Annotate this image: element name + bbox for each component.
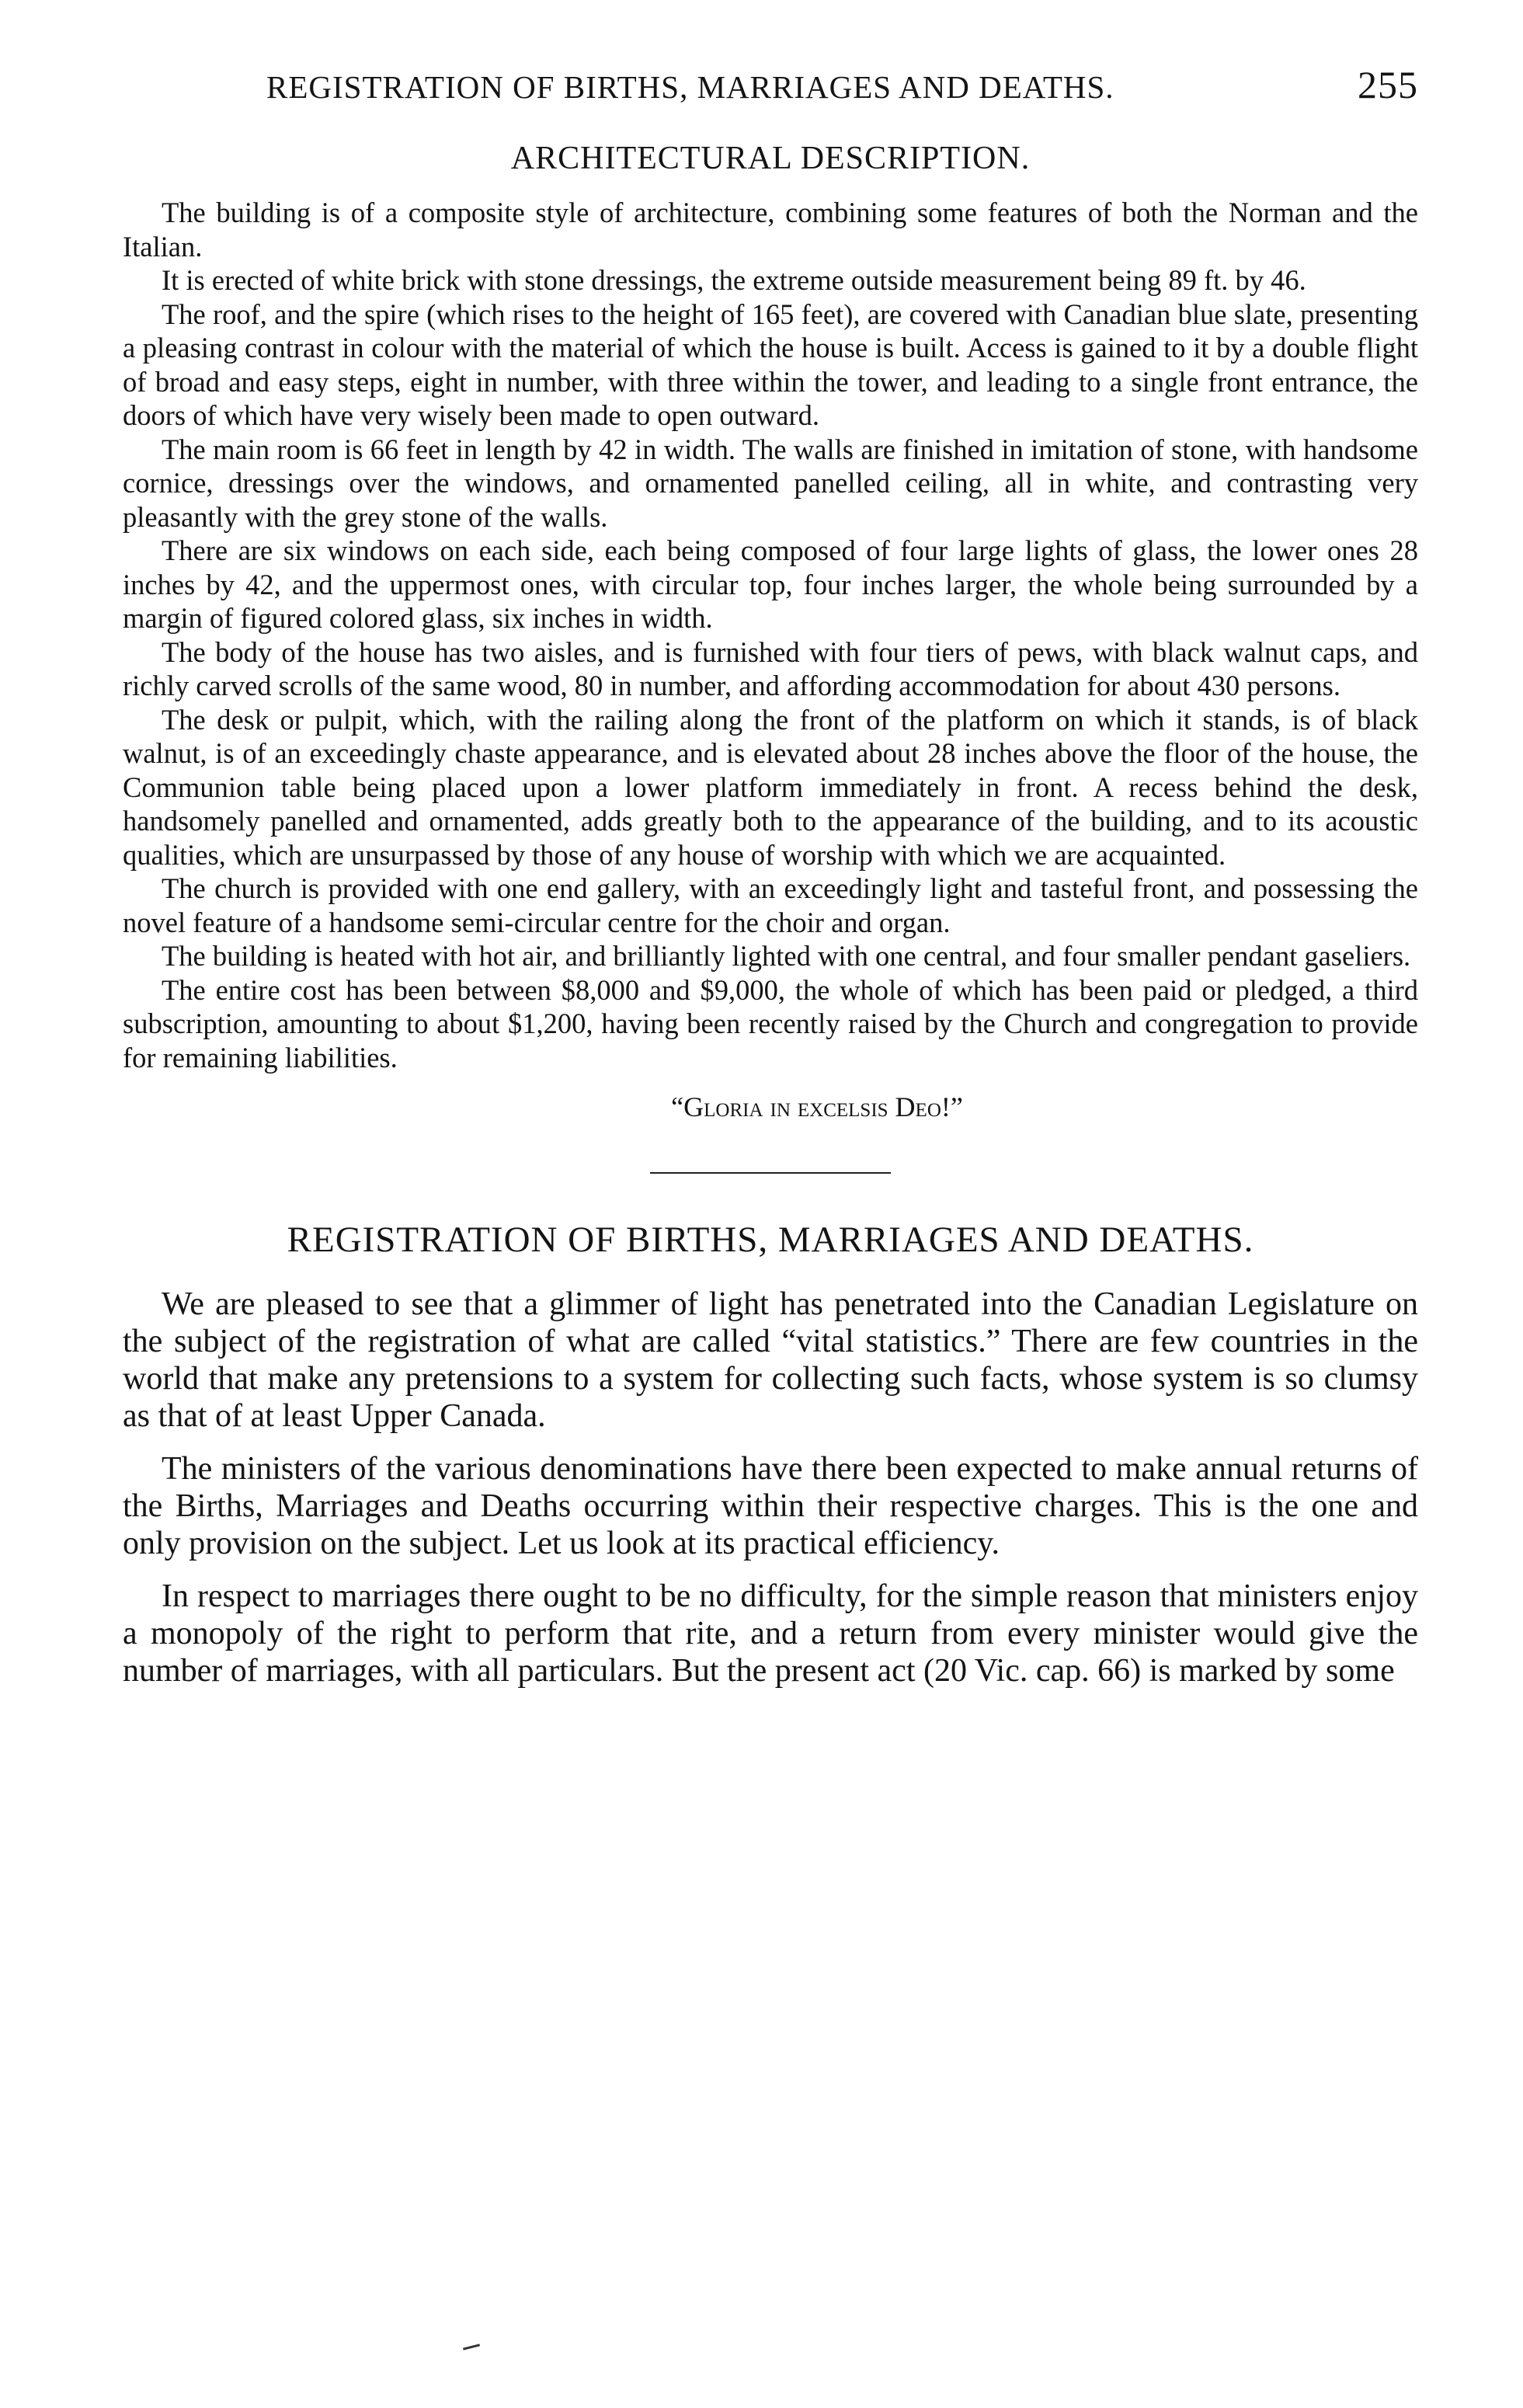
page-number: 255 (1358, 63, 1418, 106)
paragraph: We are pleased to see that a glimmer of light has penetrated into the Canadian Legislature on the subject of the registration of what are called “vital statistics.” There are few countries in the world that make any pretensions to a system for collecting such facts, whose system is so clumsy as that of at least Upper Canada. (123, 1286, 1418, 1434)
registration-body (123, 1286, 1418, 1689)
paragraph: There are six windows on each side, each being composed of four large lights of glass, the lower ones 28 inches by 42, and the uppermost ones, with circular top, four inches larger, the whole being surrounded by a margin of figured colored glass, six inches in width. (123, 534, 1418, 634)
paragraph: The entire cost has been between $8,000 and $9,000, the whole of which has been paid or pledged, a third subscription, amounting to about $1,200, having been recently raised by the Church and congregation to provide for remaining liabilities. (123, 973, 1418, 1074)
paragraph: The building is heated with hot air, and brilliantly lighted with one central, and four smaller pendant gaseliers. (162, 940, 1411, 972)
motto-text: “Gloria in excelsis Deo!” (671, 1091, 963, 1122)
running-head-title: REGISTRATION OF BIRTHS, MARRIAGES AND DEATHS. (266, 69, 1114, 105)
paragraph: The roof, and the spire (which rises to the height of 165 feet), are covered with Canadian blue slate, presenting a pleasing contrast in colour with the material of which the house is built. Access is gained to it by a double flight of broad and easy steps, eight in number, with three within the tower, and leading to a single front entrance, the doors of which have very wisely been made to open outward. (123, 298, 1418, 431)
architectural-description-heading: ARCHITECTURAL DESCRIPTION. (510, 141, 1031, 176)
paragraph: The desk or pulpit, which, with the railing along the front of the platform on which it stands, is of black walnut, is of an exceedingly chaste appearance, and is elevated about 28 inches above the floor of the house, the Communion table being placed upon a lower platform immediately in front. A recess behind the desk, handsomely panelled and ornamented, adds greatly both to the appearance of the building, and to its acoustic qualities, which are unsurpassed by those of any house of worship with which we are acquainted. (123, 703, 1418, 871)
paragraph: In respect to marriages there ought to be no difficulty, for the simple reason that ministers enjoy a monopoly of the right to perform that rite, and a return from every minister would give the number of marriages, with all particulars. But the present act (20 Vic. cap. 66) is marked by some (123, 1578, 1418, 1689)
motto (216, 1090, 1418, 1124)
paragraph: The church is provided with one end gallery, with an exceedingly light and tasteful front, and possessing the novel feature of a handsome semi-circular centre for the choir and organ. (123, 872, 1418, 938)
paragraph: The body of the house has two aisles, and is furnished with four tiers of pews, with black walnut caps, and richly carved scrolls of the same wood, 80 in number, and affording accommodation for about 430 persons. (123, 635, 1418, 701)
paragraph: The ministers of the various denominations have there been expected to make annual returns of the Births, Marriages and Deaths occurring within their respective charges. This is the one and only provision on the subject. Let us look at its practical efficiency. (123, 1451, 1418, 1561)
paragraph: The main room is 66 feet in length by 42 in width. The walls are finished in imitation of stone, with handsome cornice, dressings over the windows, and ornamented panelled ceiling, all in white, and contrasting very pleasantly with the grey stone of the walls. (123, 433, 1418, 533)
paragraph: It is erected of white brick with stone dressings, the extreme outside measurement being 89 ft. by 46. (162, 264, 1306, 296)
stray-mark (463, 2344, 480, 2350)
document-page (123, 62, 1418, 1705)
section-divider (650, 1172, 891, 1174)
registration-heading: REGISTRATION OF BIRTHS, MARRIAGES AND DEATHS. (287, 1220, 1254, 1260)
paragraph: The building is of a composite style of architecture, combining some features of both the Norman and the Italian. (123, 197, 1418, 263)
running-head (123, 62, 1418, 117)
architectural-description-body (123, 196, 1418, 1074)
